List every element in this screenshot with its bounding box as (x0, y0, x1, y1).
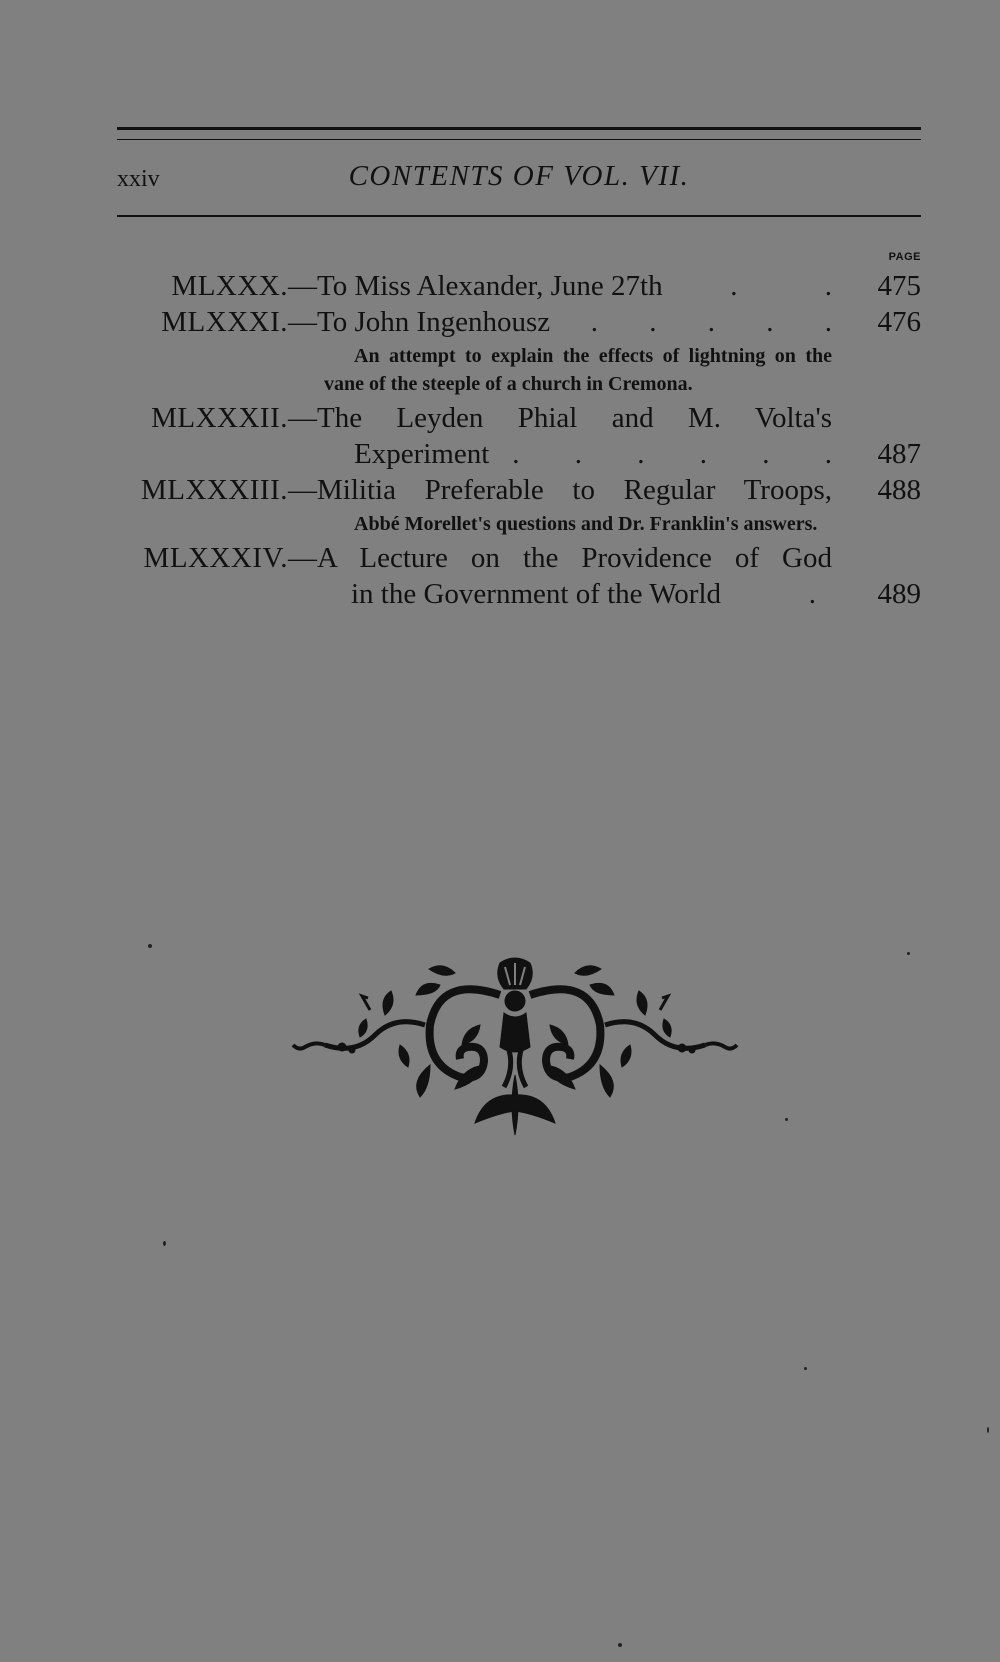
entry-description: An attempt to explain the effects of lightning on the vane of the steeple of a church in Cremona. (324, 345, 832, 395)
scan-speck (785, 1118, 788, 1121)
leader-dots: . . . . . . (512, 438, 856, 470)
scan-speck (148, 944, 152, 948)
running-head (117, 160, 921, 204)
entry-title (288, 304, 854, 340)
entry-row-continuation (0, 576, 1000, 612)
entry-numeral: MLXXXI. (161, 306, 288, 338)
entry-title (354, 436, 856, 472)
entry-title-text: —To Miss Alexander, June 27th (288, 270, 663, 302)
scan-speck (618, 1643, 622, 1647)
contents-entry (0, 472, 1000, 540)
top-rule-thin (117, 139, 921, 140)
contents-entry (0, 268, 1000, 304)
contents-entry (0, 400, 1000, 472)
entry-row (0, 268, 1000, 304)
entry-description: Abbé Morellet's questions and Dr. Franklin's answers. (354, 513, 818, 535)
cherub-scroll-ornament-icon (290, 955, 740, 1145)
page-title: CONTENTS OF VOL. VII. (348, 160, 690, 192)
scan-speck (804, 1367, 807, 1370)
header-rule (117, 215, 921, 217)
entry-row (0, 472, 1000, 508)
entry-numeral: MLXXXIV. (143, 542, 288, 574)
entry-title-text: in the Government of the World (351, 578, 722, 610)
entry-page-number: 476 (877, 306, 921, 338)
page-column-label: PAGE (888, 251, 921, 263)
entry-row (0, 304, 1000, 340)
entry-row (0, 540, 1000, 576)
entry-page-number: 475 (877, 270, 921, 302)
entry-page-number: 487 (877, 438, 921, 470)
entry-row (0, 400, 1000, 436)
entry-page-number: 488 (877, 474, 921, 506)
entry-numeral: MLXXX. (171, 270, 288, 302)
page-folio: xxiv (117, 166, 160, 192)
entry-title-text: —A Lecture on the Providence of God (288, 542, 832, 574)
contents-list (0, 268, 1000, 612)
entry-title-text: —To John Ingenhousz (288, 306, 551, 338)
entry-numeral: MLXXXIII. (140, 474, 288, 506)
entry-title-text: Experiment (354, 438, 490, 470)
entry-title (288, 268, 872, 304)
leader-dots: . . (730, 270, 872, 302)
leader-dots: . . . . . (590, 306, 854, 338)
entry-title (351, 576, 832, 612)
entry-page-number: 489 (877, 578, 921, 610)
scan-speck (163, 1241, 166, 1246)
contents-entry (0, 540, 1000, 612)
entry-row-continuation (0, 436, 1000, 472)
entry-numeral: MLXXXII. (151, 402, 288, 434)
contents-entry (0, 304, 1000, 400)
entry-title-text: —The Leyden Phial and M. Volta's (288, 402, 832, 434)
scan-speck (987, 1427, 989, 1433)
scan-speck (907, 952, 910, 955)
leader-dots: . (808, 578, 832, 610)
top-rule (117, 127, 921, 130)
entry-title-text: —Militia Preferable to Regular Troops, (288, 474, 832, 506)
